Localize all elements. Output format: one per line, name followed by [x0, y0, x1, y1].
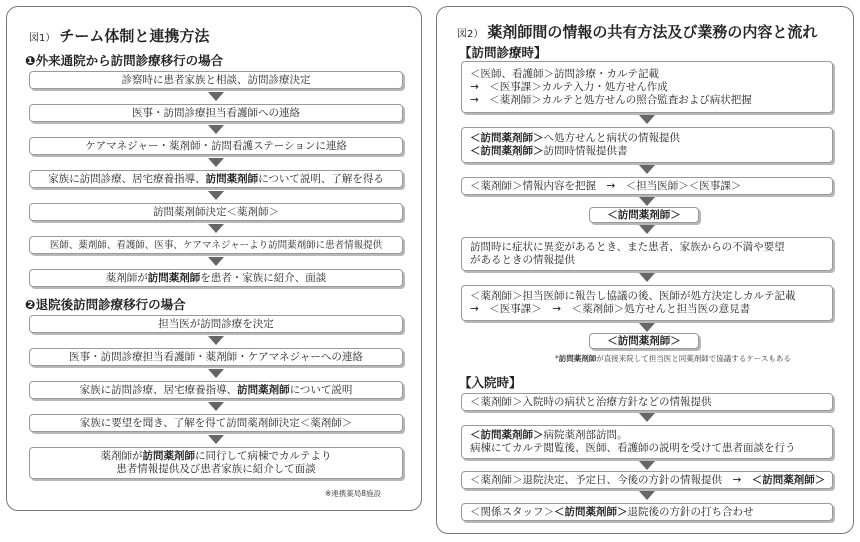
arrow-down-icon [639, 197, 655, 206]
visit-section-heading: 【訪問診療時】 [459, 45, 547, 60]
arrow-down-icon [639, 413, 655, 422]
arrow-down-icon [639, 273, 655, 282]
visit-pharmacist-2: ＜訪問薬剤師＞ [589, 333, 699, 349]
arrow-down-icon [208, 125, 224, 134]
fig2-title: 図2） 薬剤師間の情報の共有方法及び業務の内容と流れ [457, 23, 818, 41]
arrow-down-icon [208, 92, 224, 101]
s1-step-4: 家族に訪問診療、居宅療養指導、訪問薬剤師について説明、了解を得る [29, 170, 403, 188]
s1-step-7: 薬剤師が訪問薬剤師を患者・家族に紹介、面談 [29, 269, 403, 287]
admit-step-4: ＜関係スタッフ＞＜訪問薬剤師＞退院後の方針の打ち合わせ [461, 503, 833, 521]
arrow-down-icon [208, 257, 224, 266]
s1-step-6: 医師、薬剤師、看護師、医事、ケアマネジャーより訪問薬剤師に患者情報提供 [29, 236, 403, 254]
s1-step-2: 医事・訪問診療担当看護師への連絡 [29, 104, 403, 122]
s2-step-5: 薬剤師が訪問薬剤師に同行して病棟でカルテより 患者情報提供及び患者家族に紹介して面談 [29, 447, 403, 479]
section1-heading: ❶外来通院から訪問診療移行の場合 [25, 53, 224, 68]
arrow-down-icon [639, 461, 655, 470]
arrow-down-icon [639, 115, 655, 124]
s2-step-2: 医事・訪問診療担当看護師・薬剤師・ケアマネジャーへの連絡 [29, 348, 403, 366]
s1-step-1: 診察時に患者家族と相談、訪問診療決定 [29, 71, 403, 89]
admit-step-2: ＜訪問薬剤師＞病院薬剤部訪問。 病棟にてカルテ閲覧後、医師、看護師の説明を受けて患者面談を行う [461, 425, 833, 459]
fig1-title: 図1） チーム体制と連携方法 [29, 27, 210, 45]
admit-step-3: ＜薬剤師＞退院決定、予定日、今後の方針の情報提供 → ＜訪問薬剤師＞ [461, 471, 833, 489]
admit-step-1: ＜薬剤師＞入院時の病状と治療方針などの情報提供 [461, 393, 833, 411]
arrow-down-icon [208, 158, 224, 167]
s2-step-4: 家族に要望を聞き、了解を得て訪問薬剤師決定＜薬剤師＞ [29, 414, 403, 432]
section2-heading: ❷退院後訪問診療移行の場合 [25, 297, 186, 312]
arrow-down-icon [208, 435, 224, 444]
visit-step-1: ＜医師、看護師＞訪問診療・カルテ記載 → ＜医事課＞カルテ入力・処方せん作成 → ＜薬剤師＞カルテと処方せんの照合監査および病状把握 [461, 61, 833, 113]
footnote: ※連携薬局8施設 [325, 489, 382, 498]
info-sharing-panel [436, 6, 854, 534]
arrow-down-icon [639, 323, 655, 332]
s1-step-3: ケアマネジャー・薬剤師・訪問看護ステーションに連絡 [29, 137, 403, 155]
admit-section-heading: 【入院時】 [459, 375, 522, 390]
arrow-down-icon [208, 402, 224, 411]
team-structure-panel [6, 6, 422, 511]
s2-step-1: 担当医が訪問診療を決定 [29, 315, 403, 333]
arrow-down-icon [208, 191, 224, 200]
s2-step-3: 家族に訪問診療、居宅療養指導、訪問薬剤師について説明 [29, 381, 403, 399]
arrow-down-icon [208, 369, 224, 378]
arrow-down-icon [208, 224, 224, 233]
s1-step-5: 訪問薬剤師決定＜薬剤師＞ [29, 203, 403, 221]
visit-step-2: ＜訪問薬剤師＞へ処方せんと病状の情報提供 ＜訪問薬剤師＞訪問時情報提供書 [461, 127, 833, 163]
arrow-down-icon [639, 165, 655, 174]
visit-pharmacist-1: ＜訪問薬剤師＞ [589, 207, 699, 223]
visit-step-3: ＜薬剤師＞情報内容を把握 → ＜担当医師＞＜医事課＞ [461, 177, 833, 195]
visit-footnote: *訪問薬剤師が直接来院して担当医と同薬剤師で協議するケースもある [555, 354, 791, 363]
arrow-down-icon [639, 491, 655, 500]
arrow-down-icon [208, 336, 224, 345]
visit-step-6: ＜薬剤師＞担当医師に報告し協議の後、医師が処方決定しカルテ記載 → ＜医事課＞ → ＜薬剤師＞処方せんと担当医の意見書 [461, 285, 833, 321]
visit-step-5: 訪問時に症状に異変があるとき、また患者、家族からの不満や要望 があるときの情報提供 [461, 237, 833, 271]
arrow-down-icon [639, 225, 655, 234]
